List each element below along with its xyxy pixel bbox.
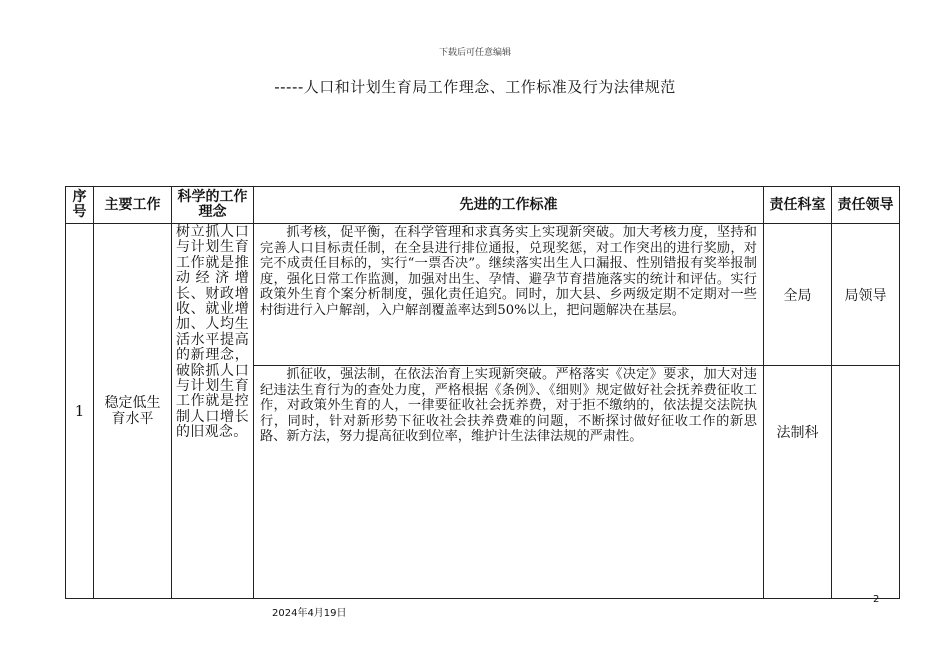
- document-title: -----人口和计划生育局工作理念、工作标准及行为法律规范: [274, 78, 676, 96]
- header-concept: 科学的工作理念: [172, 187, 254, 224]
- header-dept: 责任科室: [764, 187, 832, 224]
- row-main-work: 稳定低生育水平: [94, 224, 172, 599]
- footer-date: 2024年4月19日: [272, 608, 347, 619]
- leader-item-1: 局领导: [832, 224, 900, 366]
- dept-item-1: 全局: [764, 224, 832, 366]
- leader-item-2: [832, 366, 900, 599]
- row-seq: 1: [66, 224, 94, 599]
- page-number: 2: [873, 594, 880, 605]
- header-seq: 序号: [66, 187, 94, 224]
- row-concept: 树立抓人口与计划生育工作就是推动经济增长、财政增收、就业增加、人均生活水平提高的新理念，破除抓人口与计划生育工作就是控制人口增长的旧观念。: [172, 224, 254, 599]
- dept-item-2: 法制科: [764, 366, 832, 599]
- standard-item-1: 抓考核，促平衡，在科学管理和求真务实上实现新突破。加大考核力度，坚持和完善人口目标责任制，在全县进行排位通报，兑现奖惩，对工作突出的进行奖励，对完不成责任目标的，实行“一票否决”。继续落实出生人口漏报、性别错报有奖举报制度，强化日常工作监测，加强对出生、孕情、避孕节育措施落实的统计和评估。实行政策外生育个案分析制度，强化责任追究。同时，加大县、乡两级定期不定期对一些村街进行入户解剖，入户解剖覆盖率达到50%以上，把问题解决在基层。: [254, 224, 764, 366]
- standard-item-2: 抓征收，强法制，在依法治育上实现新突破。严格落实《决定》要求，加大对违纪违法生育行为的查处力度，严格根据《条例》、《细则》规定做好社会抚养费征收工作，对政策外生育的人，一律要征收社会抚养费，对于拒不缴纳的，依法提交法院执行，同时，针对新形势下征收社会扶养费难的问题，不断探讨做好征收工作的新思路、新方法，努力提高征收到位率，维护计生法律法规的严肃性。: [254, 366, 764, 599]
- header-note: 下载后可任意编辑: [438, 48, 511, 58]
- header-standard: 先进的工作标准: [254, 187, 764, 224]
- table-row: [66, 224, 900, 366]
- header-main-work: 主要工作: [94, 187, 172, 224]
- standards-table: [65, 186, 900, 599]
- header-leader: 责任领导: [832, 187, 900, 224]
- table-header-row: [66, 187, 900, 224]
